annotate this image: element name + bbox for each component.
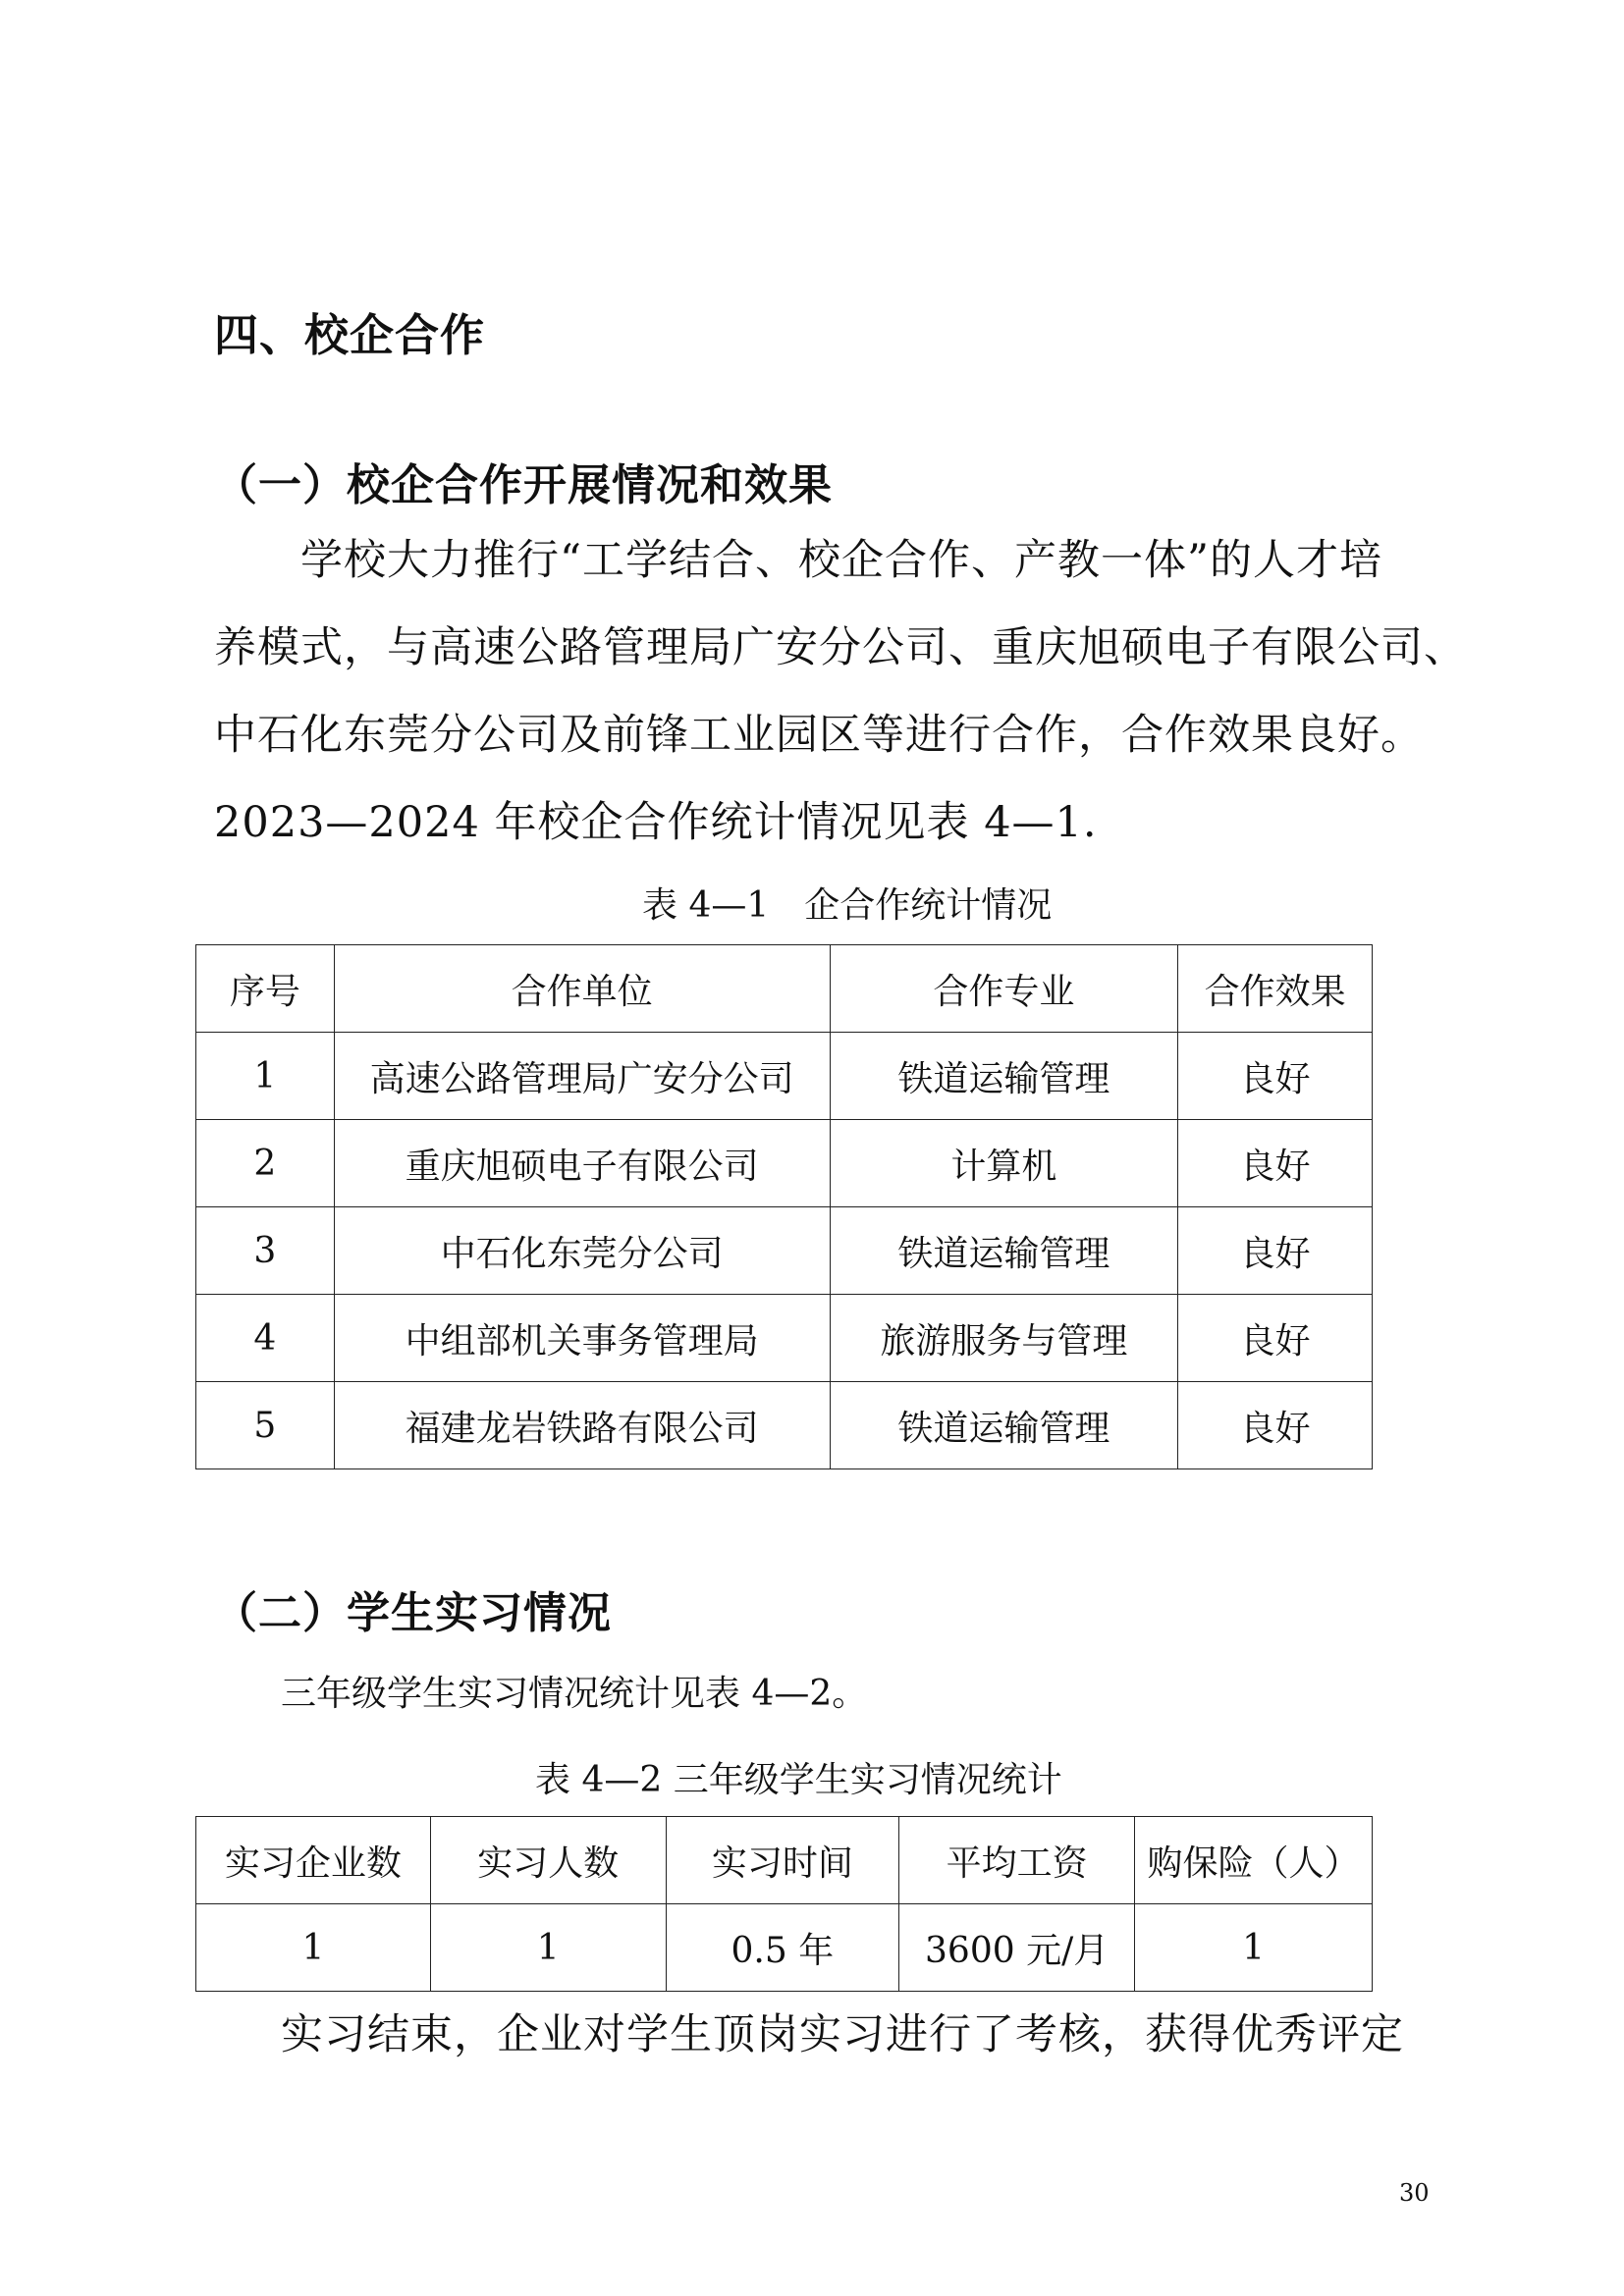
table-cell: 5 [196, 1382, 335, 1469]
table-row [196, 1904, 1373, 1992]
table-cell: 3 [196, 1207, 335, 1295]
table-header-cell: 合作单位 [334, 945, 830, 1033]
table-cell: 良好 [1178, 1207, 1373, 1295]
table-cell: 2 [196, 1120, 335, 1207]
table-cell: 1 [196, 1033, 335, 1120]
table-cell: 重庆旭硕电子有限公司 [334, 1120, 830, 1207]
table-cell: 良好 [1178, 1120, 1373, 1207]
paragraph-internship-intro: 三年级学生实习情况统计见表 4—2。 [281, 1674, 868, 1714]
paragraph-cooperation [214, 517, 1467, 867]
table2-caption: 表 4—2 三年级学生实习情况统计 [535, 1760, 1062, 1800]
subsection-title-cooperation: （一）校企合作开展情况和效果 [214, 460, 833, 510]
table-cell: 1 [1135, 1904, 1373, 1992]
paragraph-line: 学校大力推行“工学结合、校企合作、产教一体”的人才培 [300, 536, 1382, 585]
table-cell: 4 [196, 1295, 335, 1382]
table-header-cell: 合作效果 [1178, 945, 1373, 1033]
table-header-row [196, 945, 1373, 1033]
table-cell: 良好 [1178, 1382, 1373, 1469]
table-cell: 良好 [1178, 1295, 1373, 1382]
paragraph-line: 2023—2024 年校企合作统计情况见表 4—1. [214, 798, 1098, 847]
paragraph-line: 实习结束，企业对学生顶岗实习进行了考核，获得优秀评定 [281, 2010, 1404, 2059]
table-header-cell: 购保险（人） [1135, 1817, 1373, 1904]
table-header-cell: 实习人数 [430, 1817, 666, 1904]
table-row [196, 1033, 1373, 1120]
page-number: 30 [1399, 2179, 1430, 2207]
table-cell: 旅游服务与管理 [830, 1295, 1178, 1382]
table-row [196, 1207, 1373, 1295]
paragraph-line: 养模式，与高速公路管理局广安分公司、重庆旭硕电子有限公司、 [214, 623, 1467, 672]
table-header-row [196, 1817, 1373, 1904]
table1-caption: 表 4—1 企合作统计情况 [642, 885, 1053, 926]
paragraph-internship-result [281, 1992, 1459, 2079]
paragraph-line: 中石化东莞分公司及前锋工业园区等进行合作，合作效果良好。 [214, 711, 1424, 760]
table-cell: 福建龙岩铁路有限公司 [334, 1382, 830, 1469]
section-title: 四、校企合作 [214, 309, 486, 361]
table-cell: 计算机 [830, 1120, 1178, 1207]
table-header-cell: 平均工资 [899, 1817, 1135, 1904]
table-cell: 0.5 年 [666, 1904, 899, 1992]
table-header-cell: 实习企业数 [196, 1817, 431, 1904]
table-cell: 中石化东莞分公司 [334, 1207, 830, 1295]
subsection-title-internship: （二）学生实习情况 [214, 1588, 612, 1638]
cooperation-table [195, 944, 1373, 1469]
table-cell: 1 [196, 1904, 431, 1992]
table-row [196, 1382, 1373, 1469]
table-row [196, 1295, 1373, 1382]
table-header-cell: 实习时间 [666, 1817, 899, 1904]
internship-table [195, 1816, 1373, 1992]
table-header-cell: 合作专业 [830, 945, 1178, 1033]
table-cell: 铁道运输管理 [830, 1207, 1178, 1295]
table-cell: 铁道运输管理 [830, 1033, 1178, 1120]
table-row [196, 1120, 1373, 1207]
table-header-cell: 序号 [196, 945, 335, 1033]
table-cell: 中组部机关事务管理局 [334, 1295, 830, 1382]
table-cell: 3600 元/月 [899, 1904, 1135, 1992]
table-cell: 1 [430, 1904, 666, 1992]
table-cell: 铁道运输管理 [830, 1382, 1178, 1469]
table-cell: 高速公路管理局广安分公司 [334, 1033, 830, 1120]
table-cell: 良好 [1178, 1033, 1373, 1120]
